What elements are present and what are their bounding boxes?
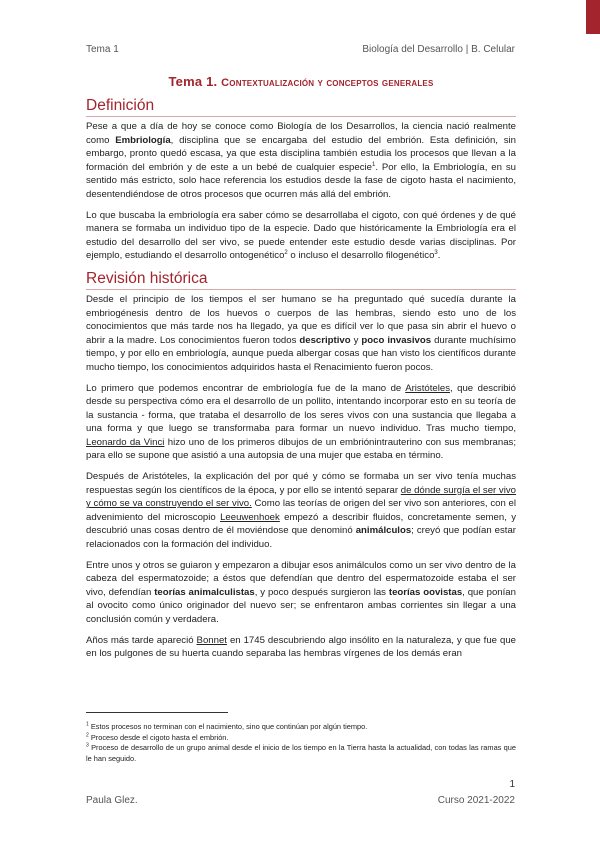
- footnote-text: Proceso de desarrollo de un grupo animal desde el inicio de los tiempo en la Tierra hasta la actualidad, con todas las ramas que le han seguido.: [86, 743, 516, 763]
- text-run: Como las teorías de origen del ser vivo son anteriores, con el advenimiento del microscopio: [86, 498, 516, 523]
- title-text: Contextualización y conceptos generales: [221, 77, 434, 89]
- footnote: [86, 743, 516, 764]
- underlined-term: Leonardo da Vinci: [86, 436, 165, 448]
- text-run: y: [350, 334, 362, 346]
- section-heading: Definición: [86, 97, 516, 117]
- text-run: o incluso el desarrollo filogenético: [287, 250, 435, 262]
- bold-term: teorías oovistas: [388, 586, 463, 598]
- text-run: en 1745 descubriendo algo insólito en la naturaleza, y que fue que en los pulgones de su huerta cuando separaba las hembras vírgenes de los demás eran: [86, 634, 516, 660]
- footer-author: Paula Glez.: [86, 795, 138, 806]
- paragraph: [86, 559, 516, 627]
- paragraph: [86, 293, 516, 375]
- text-run: , y poco después surgieron las: [254, 586, 389, 598]
- text-run: hizo uno de los primeros dibujos de un embriónintrauterino con sus membranas; para ello se supone que asistió a una autopsia de una mujer que estaba en término.: [86, 436, 516, 462]
- text-run: , que describió desde su perspectiva cómo era el desarrollo de un pollito, intentando incorporar esto en su teoría de la sustancia - forma, que trataba el desarrollo de los seres vivos con una sustancia que llegaba a una forma y que luego se transformaba para formar un nuevo individuo. Tras mucho tiempo,: [86, 382, 516, 435]
- footnote: [86, 733, 516, 744]
- header-topic: Tema 1: [86, 44, 119, 55]
- footnote-number: 2: [86, 732, 89, 739]
- text-run: Lo que buscaba la embriología era saber cómo se desarrollaba el cigoto, con qué órdenes y de qué manera se formaba un individuo tipo de la especie. Dado que históricamente la Embriología era el estudio del desarrollo del ser vivo, se puede entender este estudio desde varias disciplinas. Por ejemplo, estudiando el desarrollo ontogenético: [86, 209, 516, 262]
- footnote-divider: [86, 712, 228, 713]
- underlined-term: Aristóteles: [405, 382, 450, 394]
- text-run: Pese a que a día de hoy se conoce como Biología de los Desarrollos, la ciencia nació realmente como: [86, 121, 516, 146]
- underlined-term: Leeuwenhoek: [220, 511, 280, 523]
- text-run: empezó a describir fluidos, concretamente semen, y descubrió unas cosas dentro de él moviéndose que denominó: [86, 511, 516, 537]
- paragraph: [86, 120, 516, 202]
- section-heading: Revisión histórica: [86, 270, 516, 290]
- footer-course-year: Curso 2021-2022: [437, 795, 515, 806]
- text-run: , disciplina que se encargaba del estudio del embrión. Esta definición, sin embargo, pronto quedó escasa, ya que esta disciplina también estudia los procesos que llevan a la formación del embrión y de este a un bebé de cualquier especie: [86, 134, 516, 173]
- footnote-number: 1: [86, 721, 89, 728]
- underlined-term: Bonnet: [196, 634, 227, 646]
- page-title: [86, 74, 516, 89]
- footnote-ref[interactable]: 2: [284, 250, 288, 257]
- paragraph: [86, 209, 516, 263]
- text-run: Años más tarde apareció: [86, 634, 197, 646]
- bold-term: descriptivo: [299, 334, 351, 346]
- text-run: ; creyó que podían estar relacionados con la formación del individuo.: [86, 525, 516, 551]
- title-prefix: Tema 1.: [168, 74, 218, 89]
- bold-term: animálculos: [355, 525, 412, 537]
- underlined-term: de dónde surgía el ser vivo y cómo se va construyendo el ser vivo.: [86, 484, 516, 510]
- text-run: Lo primero que podemos encontrar de embriología fue de la mano de: [86, 382, 406, 394]
- footnote-number: 3: [86, 742, 89, 749]
- footnote-ref[interactable]: 3: [434, 250, 438, 257]
- page-number: 1: [509, 779, 515, 790]
- paragraph: [86, 382, 516, 464]
- paragraph: [86, 470, 516, 552]
- text-run: , que ponían al ovocito como único originador del nuevo ser; se enfrentaron ambas corrientes sin llegar a una conclusión común y verdadera.: [86, 586, 516, 625]
- footnote-text: Proceso desde el cigoto hasta el embrión.: [88, 732, 229, 742]
- text-run: Desde el principio de los tiempos el ser humano se ha preguntado qué sucedía durante la embriogénesis dentro de los huevos o cuerpos de las hembras, siendo esto uno de los conocimientos que más tarde nos ha llegado, ya que es difícil ver lo que pasa sin abrir el huevo o abrir a la madre. Los conocimientos fueron todos: [86, 293, 516, 346]
- footnote: [86, 722, 516, 733]
- bold-term: poco invasivos: [361, 334, 432, 346]
- paragraph: [86, 634, 516, 661]
- text-run: . Por ello, la Embriología, en su sentido más estricto, solo hace referencia los estudios desde la fase de cigoto hasta el nacimiento, desentendiéndose de otros procesos que ocurren más allá del embrión.: [86, 161, 516, 200]
- header-accent-tab: [586, 0, 600, 34]
- footnote-text: Estos procesos no terminan con el nacimiento, sino que continúan por algún tiempo.: [88, 722, 368, 731]
- header-course: Biología del Desarrollo | B. Celular: [362, 44, 515, 55]
- footnotes: [86, 722, 516, 764]
- bold-term: teorías animalculistas: [154, 586, 255, 598]
- bold-term: Embriología: [115, 134, 171, 146]
- text-run: Después de Aristóteles, la explicación del por qué y cómo se formaba un ser vivo tenía muchas respuestas según los científicos de la época, y por ello se intentó separar: [86, 471, 516, 496]
- sections-container: [86, 97, 516, 661]
- footnote-ref[interactable]: 1: [371, 161, 376, 168]
- text-run: durante muchísimo tiempo, y por ello en embriología, aunque pueda albergar cosas que han visto los científicos durante mucho tiempo, los conocimientos adquiridos hasta el Renacimiento fueron pocos.: [86, 334, 516, 373]
- text-run: .: [437, 250, 441, 262]
- document-body: [86, 74, 516, 668]
- text-run: Entre unos y otros se guiaron y empezaron a dibujar esos animálculos como un ser vivo dentro de la cabeza del espermatozoide; a éstos que defendían que dentro del espermatozoide estaba el ser vivo, defendían: [86, 559, 516, 598]
